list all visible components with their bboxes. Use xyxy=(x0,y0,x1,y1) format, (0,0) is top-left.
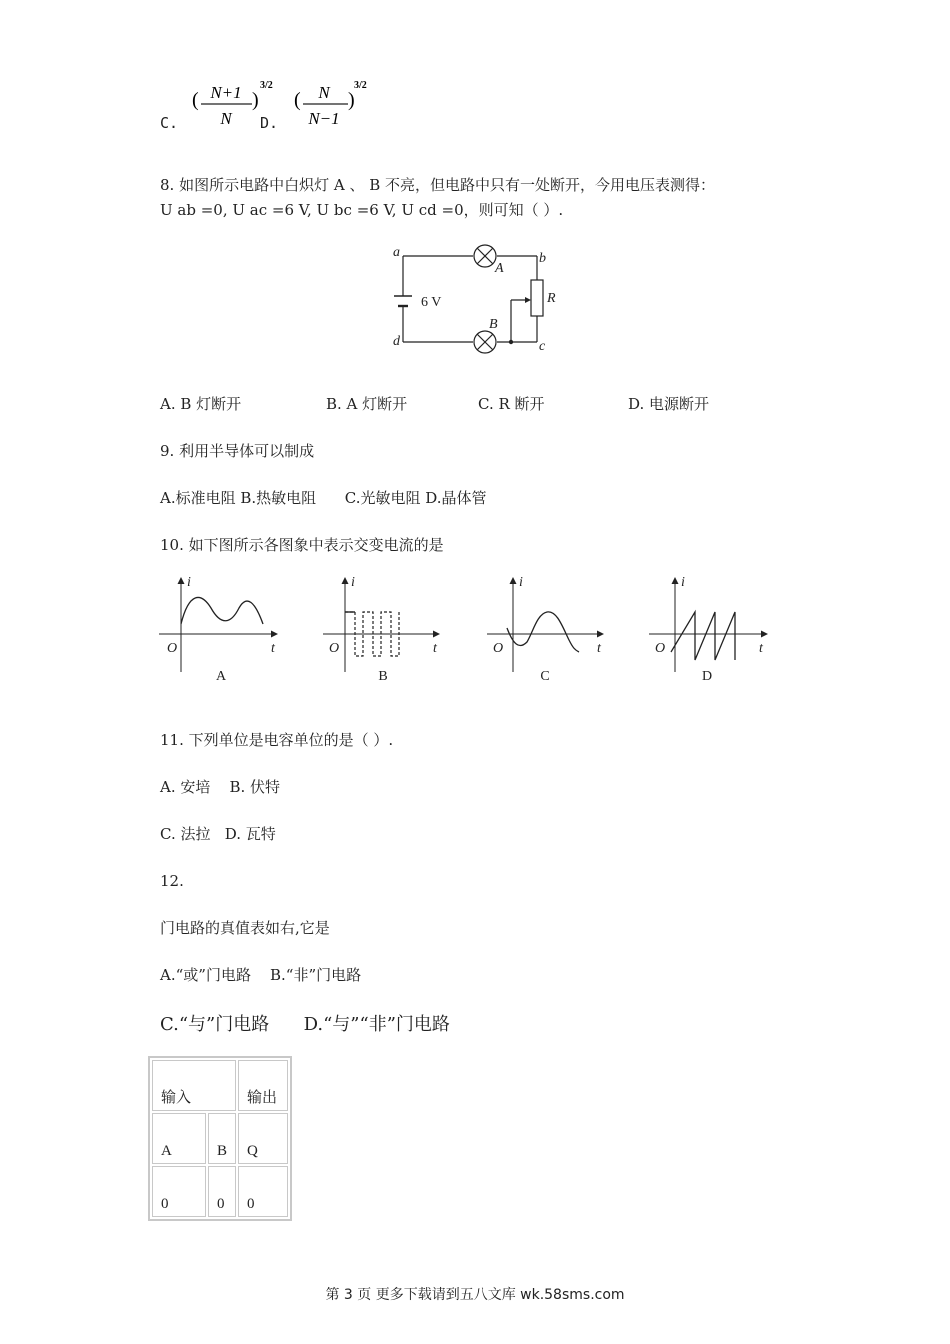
truth-table-cell: 0 xyxy=(208,1166,236,1217)
formula-d xyxy=(292,76,372,132)
truth-table xyxy=(148,1056,292,1221)
svg-text:): ) xyxy=(348,89,355,111)
q10-stem: 10. 如下图所示各图象中表示交变电流的是 xyxy=(160,536,444,554)
formula-c-exponent: 3/2 xyxy=(260,80,273,91)
node-b-label: b xyxy=(539,251,546,266)
truth-table-col-b: B xyxy=(208,1113,236,1164)
graph-a-x-label: t xyxy=(271,641,275,656)
graph-a-origin: O xyxy=(167,641,178,656)
q8-option-a: A. B 灯断开 xyxy=(160,395,242,413)
formula-c xyxy=(190,76,273,132)
graph-d-y-label: i xyxy=(681,575,685,590)
formula-d-denominator: N−1 xyxy=(308,109,340,128)
q12-stem: 门电路的真值表如右,它是 xyxy=(160,919,330,937)
graph-c-origin: O xyxy=(493,641,504,656)
formula-c-numerator: N+1 xyxy=(210,83,242,102)
svg-text:): ) xyxy=(252,89,259,111)
lamp-b-label: B xyxy=(489,317,498,332)
q8-option-d: D. 电源断开 xyxy=(628,395,710,413)
graph-d-x-label: t xyxy=(759,641,763,656)
q12-options-row2: C.“与”门电路 D.“与”“非”门电路 xyxy=(160,1014,450,1035)
truth-table-cell: 0 xyxy=(238,1166,288,1217)
truth-table-output-header: 输出 xyxy=(238,1060,288,1111)
q9-options: A.标准电阻 B.热敏电阻 C.光敏电阻 D.晶体管 xyxy=(160,489,487,507)
q9-stem: 9. 利用半导体可以制成 xyxy=(160,442,315,460)
q12-options-row1: A.“或”门电路 B.“非”门电路 xyxy=(160,966,362,984)
graph-b-x-label: t xyxy=(433,641,437,656)
truth-table-col-a: A xyxy=(152,1113,206,1164)
q11-options-row2: C. 法拉 D. 瓦特 xyxy=(160,825,276,843)
q8-option-b: B. A 灯断开 xyxy=(326,395,408,413)
q8-stem: 8. 如图所示电路中白炽灯 A 、 B 不亮，但电路中只有一处断开，今用电压表测得： xyxy=(160,176,716,194)
svg-text:(: ( xyxy=(192,89,199,111)
q10-graphs xyxy=(155,572,775,687)
formula-d-numerator: N xyxy=(318,83,330,102)
circuit-diagram xyxy=(385,240,565,360)
q8-option-c: C. R 断开 xyxy=(478,395,545,413)
graph-a-y-label: i xyxy=(187,575,191,590)
node-d-label: d xyxy=(393,334,400,349)
graph-c-caption: C xyxy=(540,669,550,684)
option-c-label: C. xyxy=(160,114,179,132)
node-c-label: c xyxy=(539,339,546,354)
graph-b-y-label: i xyxy=(351,575,355,590)
graph-b-origin: O xyxy=(329,641,340,656)
truth-table-cell: 0 xyxy=(152,1166,206,1217)
graph-c-x-label: t xyxy=(597,641,601,656)
q12-number: 12. xyxy=(160,872,184,890)
graph-b-caption: B xyxy=(378,669,388,684)
graph-d-origin: O xyxy=(655,641,666,656)
q11-options-row1: A. 安培 B. 伏特 xyxy=(160,778,281,796)
lamp-a-label: A xyxy=(495,261,504,276)
battery-label: 6 V xyxy=(421,295,442,310)
graph-a-caption: A xyxy=(215,669,227,684)
node-a-label: a xyxy=(393,245,400,260)
truth-table-col-q: Q xyxy=(238,1113,288,1164)
graph-c-y-label: i xyxy=(519,575,523,590)
formula-c-denominator: N xyxy=(220,109,232,128)
graph-d-caption: D xyxy=(701,669,713,684)
svg-text:(: ( xyxy=(294,89,301,111)
resistor-label: R xyxy=(547,291,556,306)
formula-d-exponent: 3/2 xyxy=(354,80,367,91)
truth-table-input-header: 输入 xyxy=(152,1060,236,1111)
option-d-label: D. xyxy=(260,114,279,132)
page-footer: 第 3 页 更多下载请到五八文库 wk.58sms.com xyxy=(325,1287,625,1303)
q11-stem: 11. 下列单位是电容单位的是（ ）. xyxy=(160,731,394,749)
q8-measurements: U ab =0, U ac =6 V, U bc =6 V, U cd =0，则可知（ ）. xyxy=(160,201,564,219)
